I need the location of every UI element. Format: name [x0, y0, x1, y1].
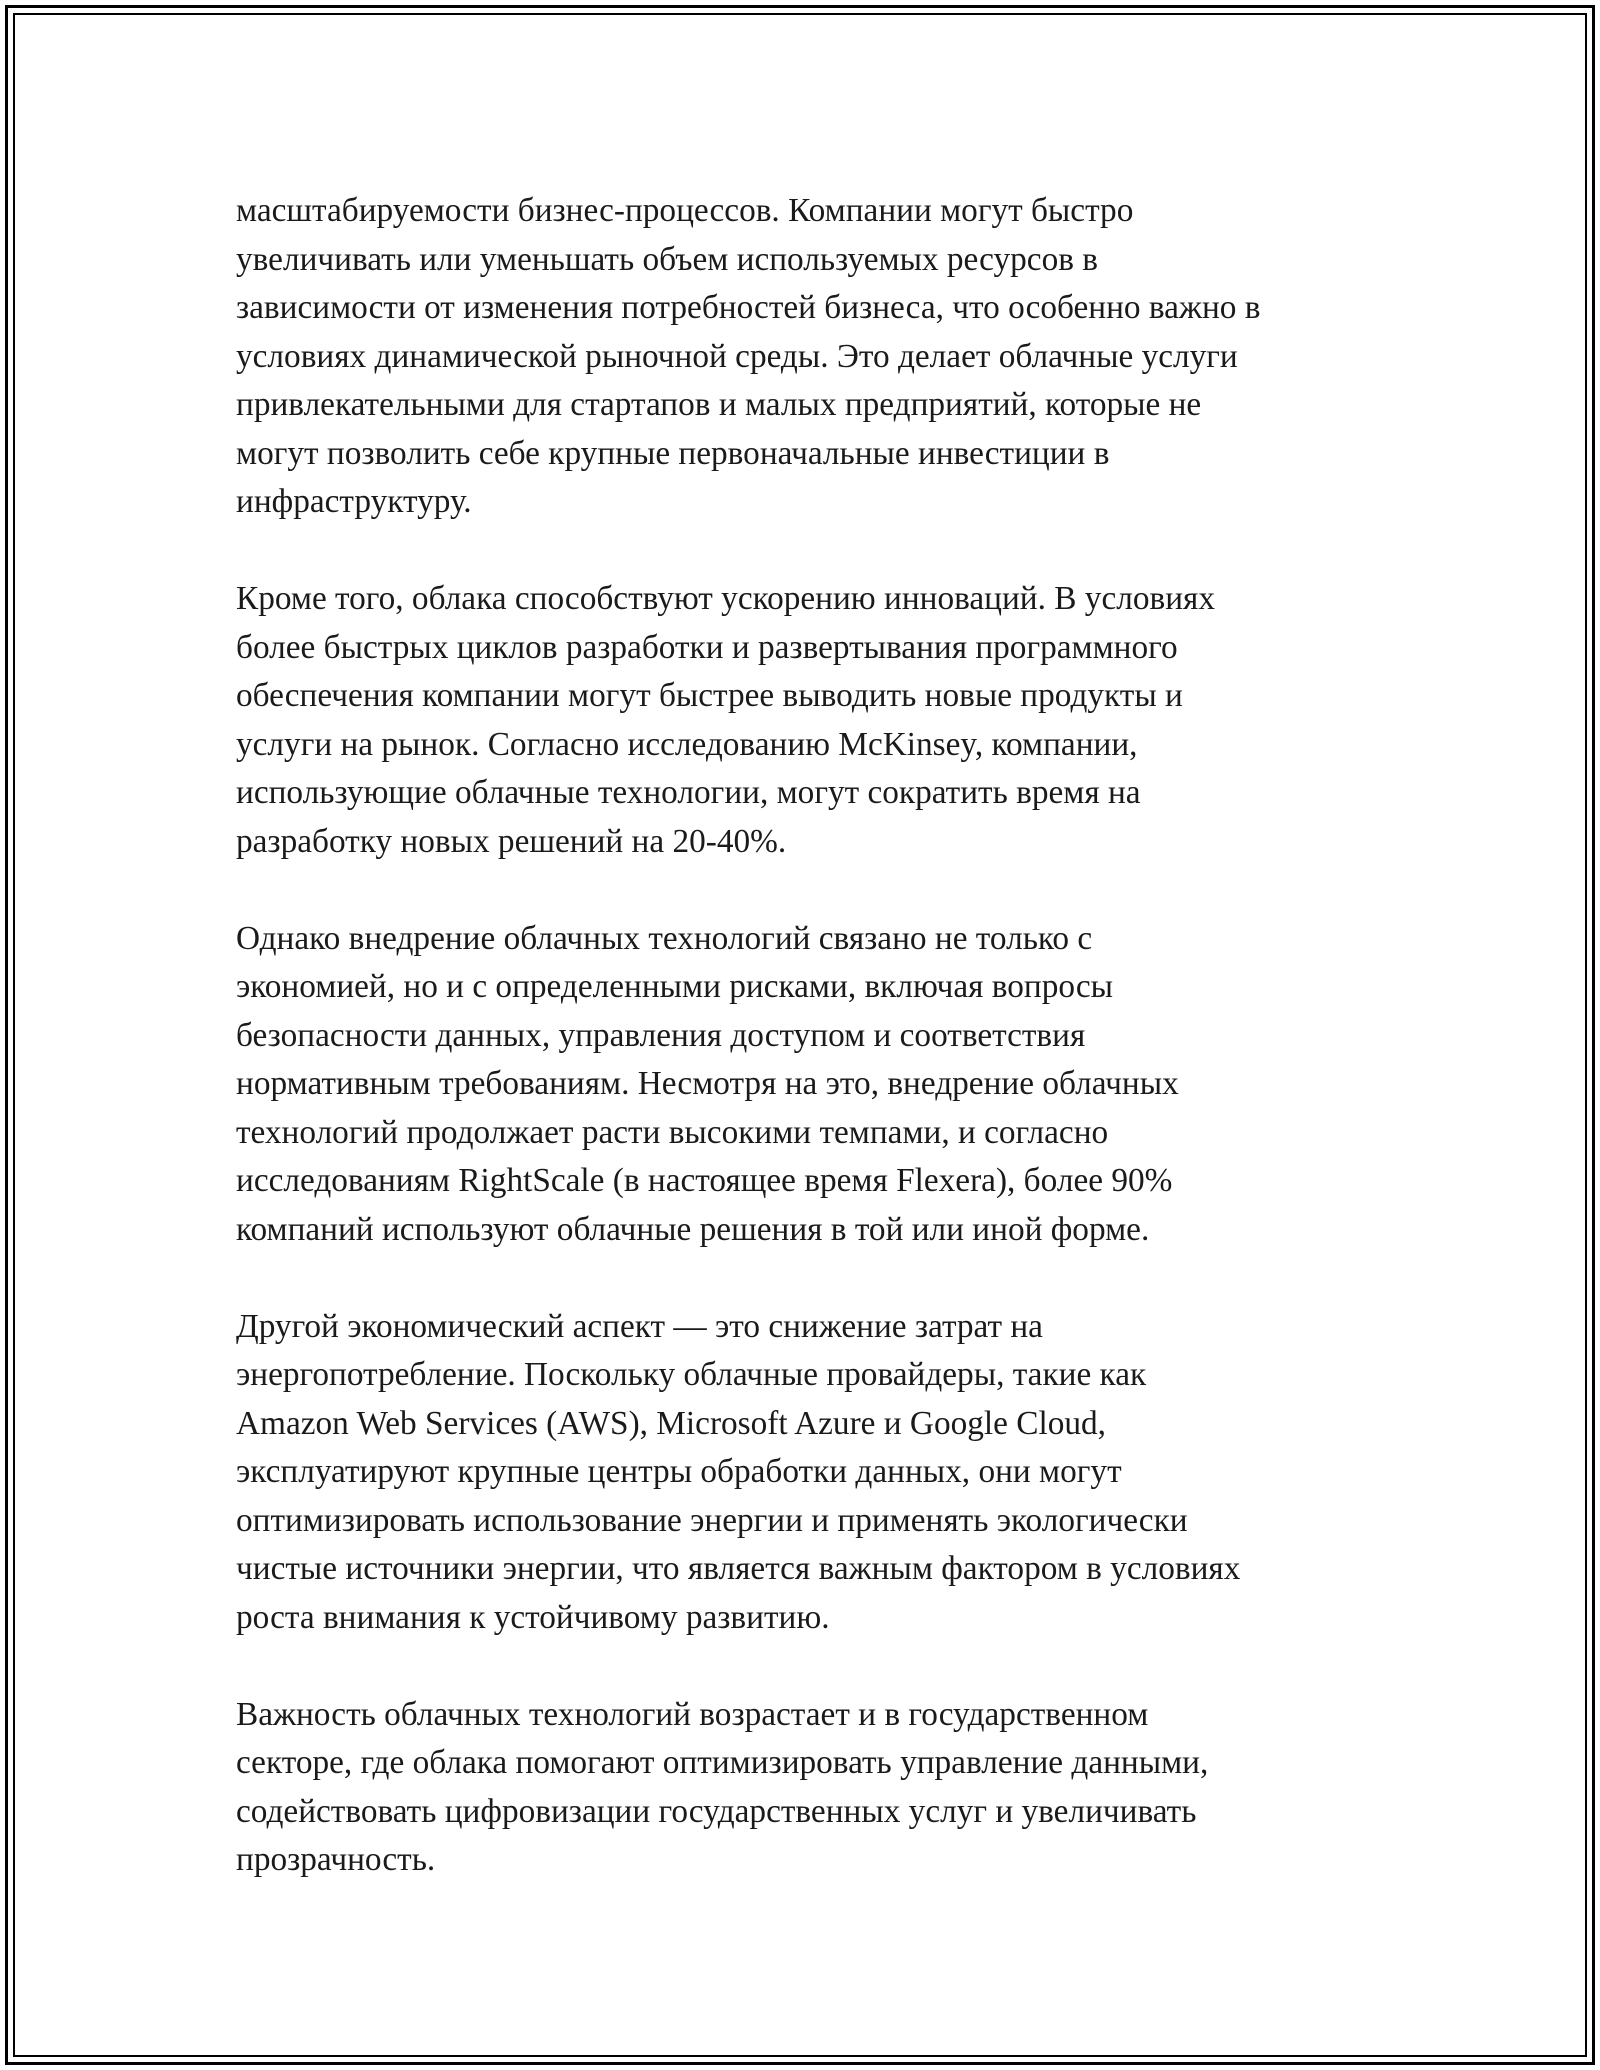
paragraph-risks — [236, 915, 1416, 1255]
text-line: условиях динамической рыночной среды. Это делает облачные услуги — [236, 337, 1238, 375]
paragraph-energy — [236, 1303, 1416, 1643]
text-line: обеспечения компании могут быстрее выводить новые продукты и — [236, 677, 1183, 714]
text-line: прозрачность. — [236, 1841, 436, 1878]
text-line: масштабируемости бизнес-процессов. Компании могут быстро — [236, 192, 1134, 229]
text-line: разработку новых решений на 20-40%. — [236, 822, 787, 860]
text-line: привлекательными для стартапов и малых предприятий, которые не — [236, 386, 1202, 423]
paragraph-government — [236, 1691, 1416, 1885]
text-line: могут позволить себе крупные первоначальные инвестиции в — [236, 434, 1110, 472]
text-line: использующие облачные технологии, могут сократить время на — [236, 774, 1141, 811]
text-line: увеличивать или уменьшать объем используемых ресурсов в — [236, 240, 1098, 278]
text-line: оптимизировать использование энергии и применять экологически — [236, 1501, 1188, 1539]
text-line: Важность облачных технологий возрастает и в государственном — [236, 1695, 1149, 1733]
text-line: содействовать цифровизации государственных услуг и увеличивать — [236, 1792, 1197, 1830]
paragraph-scalability — [236, 187, 1416, 527]
text-line: зависимости от изменения потребностей бизнеса, что особенно важно в — [236, 289, 1261, 326]
text-line: экономией, но и с определенными рисками, включая вопросы — [236, 968, 1113, 1005]
text-line: Кроме того, облака способствуют ускорению инноваций. В условиях — [236, 580, 1216, 617]
text-line: исследованиям RightScale (в настоящее время Flexera), более 90% — [236, 1162, 1173, 1199]
text-line: энергопотребление. Поскольку облачные провайдеры, такие как — [236, 1356, 1147, 1393]
text-line: безопасности данных, управления доступом и соответствия — [236, 1016, 1086, 1054]
text-line: компаний используют облачные решения в той или иной форме. — [236, 1210, 1150, 1248]
text-line: роста внимания к устойчивому развитию. — [236, 1598, 830, 1636]
text-line: Amazon Web Services (AWS), Microsoft Azure и Google Cloud, — [236, 1404, 1106, 1442]
text-line: более быстрых циклов разработки и развертывания программного — [236, 628, 1178, 666]
paragraph-innovation — [236, 575, 1416, 866]
text-line: нормативным требованиям. Несмотря на это, внедрение облачных — [236, 1065, 1179, 1102]
text-line: технологий продолжает расти высокими темпами, и согласно — [236, 1113, 1109, 1151]
text-line: эксплуатируют крупные центры обработки данных, они могут — [236, 1453, 1122, 1490]
text-line: Другой экономический аспект — это снижение затрат на — [236, 1307, 1043, 1345]
text-line: услуги на рынок. Согласно исследованию McKinsey, компании, — [236, 725, 1138, 763]
text-line: Однако внедрение облачных технологий связано не только с — [236, 919, 1093, 957]
text-line: чистые источники энергии, что является важным фактором в условиях — [236, 1550, 1241, 1587]
document-body — [236, 187, 1416, 1885]
text-line: секторе, где облака помогают оптимизировать управление данными, — [236, 1744, 1209, 1781]
text-line: инфраструктуру. — [236, 483, 472, 520]
